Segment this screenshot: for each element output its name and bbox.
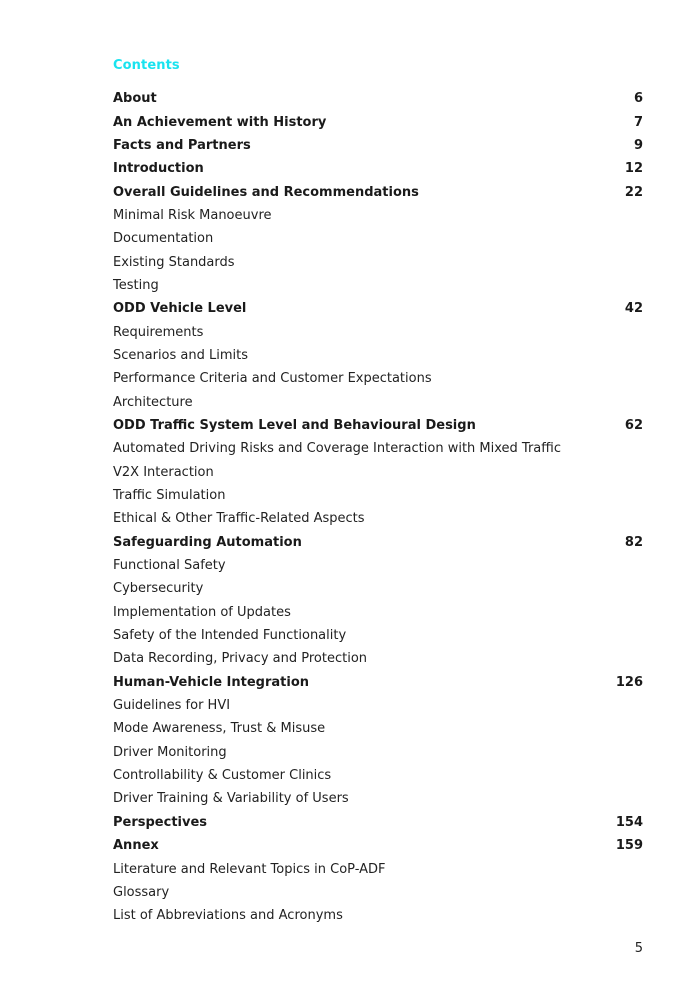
toc-chapter-entry[interactable] <box>113 134 643 157</box>
contents-heading: Contents <box>113 58 180 73</box>
toc-entry-title: Safety of the Intended Functionality <box>113 628 347 644</box>
toc-entry-title: ODD Traffic System Level and Behavioural Design <box>113 417 476 433</box>
toc-entry-title: Functional Safety <box>113 558 226 574</box>
toc-entry-title: Literature and Relevant Topics in CoP-ADF <box>113 861 386 877</box>
toc-entry-title: Facts and Partners <box>113 137 251 153</box>
toc-chapter-entry[interactable] <box>113 531 643 554</box>
toc-entry-page: 6 <box>633 91 643 107</box>
toc-chapter-entry[interactable] <box>113 811 643 834</box>
toc-entry-title: Controllability & Customer Clinics <box>113 768 332 784</box>
toc-entry-title: Driver Training & Variability of Users <box>113 791 349 807</box>
toc-entry-title: Cybersecurity <box>113 581 204 597</box>
toc-entry-title: Ethical & Other Traffic-Related Aspects <box>113 511 365 527</box>
toc-entry-page: 12 <box>624 161 643 177</box>
toc-entry-page: 9 <box>633 137 643 153</box>
toc-chapter-entry[interactable] <box>113 834 643 857</box>
toc-entry-page: 159 <box>615 838 643 854</box>
toc-section-entry[interactable] <box>113 881 643 904</box>
page-number: 5 <box>634 941 643 956</box>
toc-section-entry[interactable] <box>113 250 643 273</box>
toc-section-entry[interactable] <box>113 647 643 670</box>
toc-entry-page: 154 <box>615 814 643 830</box>
toc-chapter-entry[interactable] <box>113 87 643 110</box>
toc-section-entry[interactable] <box>113 554 643 577</box>
toc-section-entry[interactable] <box>113 624 643 647</box>
toc-entry-title: List of Abbreviations and Acronyms <box>113 908 343 924</box>
toc-section-entry[interactable] <box>113 904 643 927</box>
toc-chapter-entry[interactable] <box>113 671 643 694</box>
toc-section-entry[interactable] <box>113 741 643 764</box>
toc-entry-title: Existing Standards <box>113 254 235 270</box>
toc-entry-title: Driver Monitoring <box>113 744 227 760</box>
table-of-contents <box>113 87 643 927</box>
toc-entry-title: Introduction <box>113 161 204 177</box>
toc-entry-title: Traffic Simulation <box>113 488 226 504</box>
toc-entry-title: Minimal Risk Manoeuvre <box>113 207 272 223</box>
toc-entry-title: Implementation of Updates <box>113 604 291 620</box>
toc-section-entry[interactable] <box>113 717 643 740</box>
toc-entry-page: 62 <box>624 417 643 433</box>
toc-chapter-entry[interactable] <box>113 110 643 133</box>
toc-entry-title: Guidelines for HVI <box>113 698 231 714</box>
toc-section-entry[interactable] <box>113 764 643 787</box>
toc-entry-page: 7 <box>633 114 643 130</box>
toc-entry-title: V2X Interaction <box>113 464 214 480</box>
toc-section-entry[interactable] <box>113 274 643 297</box>
toc-entry-title: ODD Vehicle Level <box>113 301 247 317</box>
toc-section-entry[interactable] <box>113 367 643 390</box>
toc-entry-title: Performance Criteria and Customer Expectations <box>113 371 432 387</box>
toc-section-entry[interactable] <box>113 507 643 530</box>
toc-section-entry[interactable] <box>113 227 643 250</box>
toc-entry-title: Human-Vehicle Integration <box>113 674 310 690</box>
toc-entry-title: Requirements <box>113 324 204 340</box>
toc-section-entry[interactable] <box>113 320 643 343</box>
toc-entry-title: Glossary <box>113 884 170 900</box>
toc-entry-title: Testing <box>113 277 159 293</box>
toc-section-entry[interactable] <box>113 857 643 880</box>
toc-chapter-entry[interactable] <box>113 157 643 180</box>
toc-entry-title: An Achievement with History <box>113 114 327 130</box>
toc-entry-title: Mode Awareness, Trust & Misuse <box>113 721 326 737</box>
toc-entry-page: 42 <box>624 301 643 317</box>
toc-section-entry[interactable] <box>113 694 643 717</box>
toc-entry-title: Architecture <box>113 394 193 410</box>
toc-entry-title: Automated Driving Risks and Coverage Interaction with Mixed Traffic <box>113 441 561 457</box>
toc-entry-title: Safeguarding Automation <box>113 534 302 550</box>
toc-entry-title: Documentation <box>113 231 214 247</box>
toc-chapter-entry[interactable] <box>113 180 643 203</box>
toc-section-entry[interactable] <box>113 484 643 507</box>
toc-section-entry[interactable] <box>113 437 643 460</box>
toc-entry-title: Annex <box>113 838 159 854</box>
toc-section-entry[interactable] <box>113 787 643 810</box>
toc-entry-page: 82 <box>624 534 643 550</box>
toc-section-entry[interactable] <box>113 204 643 227</box>
toc-entry-title: Perspectives <box>113 814 208 830</box>
toc-section-entry[interactable] <box>113 577 643 600</box>
toc-entry-title: Overall Guidelines and Recommendations <box>113 184 419 200</box>
toc-entry-page: 126 <box>615 674 643 690</box>
toc-entry-title: Scenarios and Limits <box>113 347 249 363</box>
toc-chapter-entry[interactable] <box>113 414 643 437</box>
toc-entry-page: 22 <box>624 184 643 200</box>
toc-entry-title: Data Recording, Privacy and Protection <box>113 651 368 667</box>
toc-section-entry[interactable] <box>113 461 643 484</box>
toc-section-entry[interactable] <box>113 344 643 367</box>
toc-section-entry[interactable] <box>113 390 643 413</box>
toc-chapter-entry[interactable] <box>113 297 643 320</box>
toc-section-entry[interactable] <box>113 601 643 624</box>
toc-entry-title: About <box>113 91 157 107</box>
